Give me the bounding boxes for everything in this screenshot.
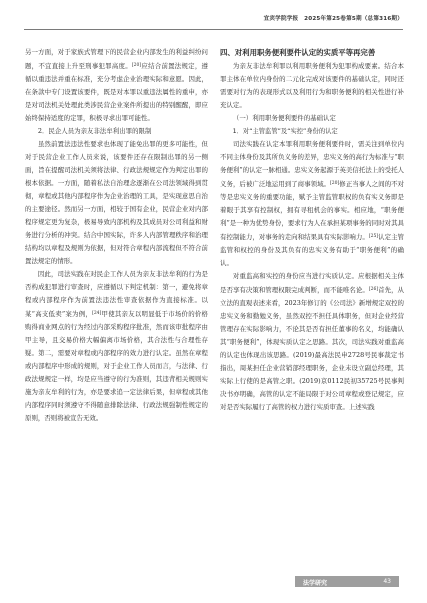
subsection-heading: （一）利用职务便利要件的基础认定 (232, 114, 336, 122)
section-heading: 四、对利用职务便利要件认定的实质平等再完善 (220, 48, 376, 57)
citation: [20] (131, 63, 142, 68)
citation: [25] (368, 234, 379, 239)
right-column (220, 46, 404, 414)
paragraph: 另一方面，对于家族式管理下的民营企业内部发生的利益纠纷问题，不宜直接上升至刑事犯罪高度。[20]应结合前置法规定，遵循以重违法并重在标准，充分考虑企业治理实际和意愿。因此，在条款中专门设置该要件，既是对本罪以重违法属性的重申，亦是对司法机关处理此类涉民营企业案件所提出的特别醒醒，即应始终保持适度的定罪，积极寻求出罪可能性。 (25, 48, 208, 122)
citation: [26] (368, 287, 379, 292)
footer-bar (295, 576, 399, 587)
journal-info: 宜宾学院学报 2025年第25卷第5期（总第316期） (263, 16, 403, 22)
paragraph: 对重监高和实控的身份应当进行实质认定。应根据相关主体是否享有决策和管理权限完成判断，而不能唯名论。[26]首先，从立法的直观表述来看，2023年修订的《公司法》新增规定双控的忠实义务和勤勉义务，虽然双控不担任具体职务，但对企业经营管理存在实际影响力，不论其是否有担任董事的名义，均能确认其“职务便利”，体现实质认定之思路。其次，司法实践对重监高的认定也体现出该思路。(2019)最高法民申2728号民事裁定书指出，周某担任企业营销部经理职务，企业未设立副总经理，其实际上行使的是高管之职。(2019)京0112民初35725号民事判决书亦明确，高管的认定不能局限于对公司章程或登记规定，应对是否实际履行了高管的权力进行实质审查。上述实践 (220, 272, 404, 411)
paragraph: 因此，司法实践在对民企工作人员为亲友非法牟利的行为是否构成犯罪进行审查时，应遵循以下判定机制：第一，避免将章程或内部程序作为前置法违法性审查依据作为直接标准。以某“高支低卖”案为例，[24]甲使其亲友以明显低于市场价的价格购得商业网点的行为经过内部采购程序批准，然而该审批程序由甲主导，且交易价格大幅偏离市场价格，其合法性与合理性存疑。第二，需要对章程或内部程序的效力进行认定。虽然在章程或内部程序中形成的规则，对于企业工作人员而言，与法律、行政法规规定一样，均是应当遵守的行为准则，其违背相关规则实施为亲友牟利的行为，亦是要求追一定法律后果，但章程或其他内部程序同时须遵守不得随意排除法律、行政法规强制性规定的原则，否则将被宣告无效。 (25, 270, 208, 422)
paragraph: 虽然前置法违法性要求也体现了能免出罪的更多可能性，但对于民营企业工作人员来说，该要件还存在限制出罪的另一侧面，旨在提醒司法机关须将法律、行政法规规定作为判定出罪的根本依据。一方面，随着私法自治理念逐渐在公司法领域得到贯彻，章程或其他内部程序作为企业治理的工具，是实现意思自治的主要途径。然而另一方面，相较于国有企业，民营企业对内部程序规定更为复杂，极易导致内部机构及其成员对公司利益和财务进行分析的冲突。结合中国实际，许多人内部管理秩序和治理结构均以章程及规则为依据，但对符合章程内部流程但不符合前置法规定的情形。 (25, 140, 208, 265)
subsection-heading: 2．民企人员为亲友非法牟利出罪的限制 (37, 127, 152, 135)
paragraph: 司法实践在认定本罪利用职务便利要件时，需关注到单位内不同主体身份及其所负义务的差异，忠实义务的高行为标准与“职务便利”的认定一脉相通。忠实义务起源于英美信托法上的受托人义务，后被广泛地运用到了商事领域。[20]修正当事人之间的不对等是忠实义务的重要功能，赋予主管监管职权的负有实义务即是着眼于其享有控制权，拥有寻租机会的事实。相应地，“职务便利”是一种为优势身份，要求行为人在承担某项事务的同时对其具有控制能力，对事务的走向和结果具有实际影响力。[25]认定主管监管和权控的身份及其负有的忠实义务有助于“职务便利”的确认。 (220, 140, 404, 267)
citation: [20] (330, 181, 340, 186)
left-column (25, 46, 208, 425)
paragraph: 为亲友非法牟利罪以利用职务便利为犯罪构成要素。结合本罪主体在单位内身份的二元化完成对该要件的基础认定，同时还需要对行为的表现形式以及利用行为和职务便利的相关性进行补充认定。 (220, 62, 404, 109)
citation: [24] (92, 311, 102, 316)
page-number: 43 (383, 578, 391, 585)
section-label: 法学研究 (303, 580, 328, 587)
subsubsection-heading: 1．对“主管监管”及“实控”身份的认定 (232, 128, 338, 135)
running-header (24, 11, 403, 30)
